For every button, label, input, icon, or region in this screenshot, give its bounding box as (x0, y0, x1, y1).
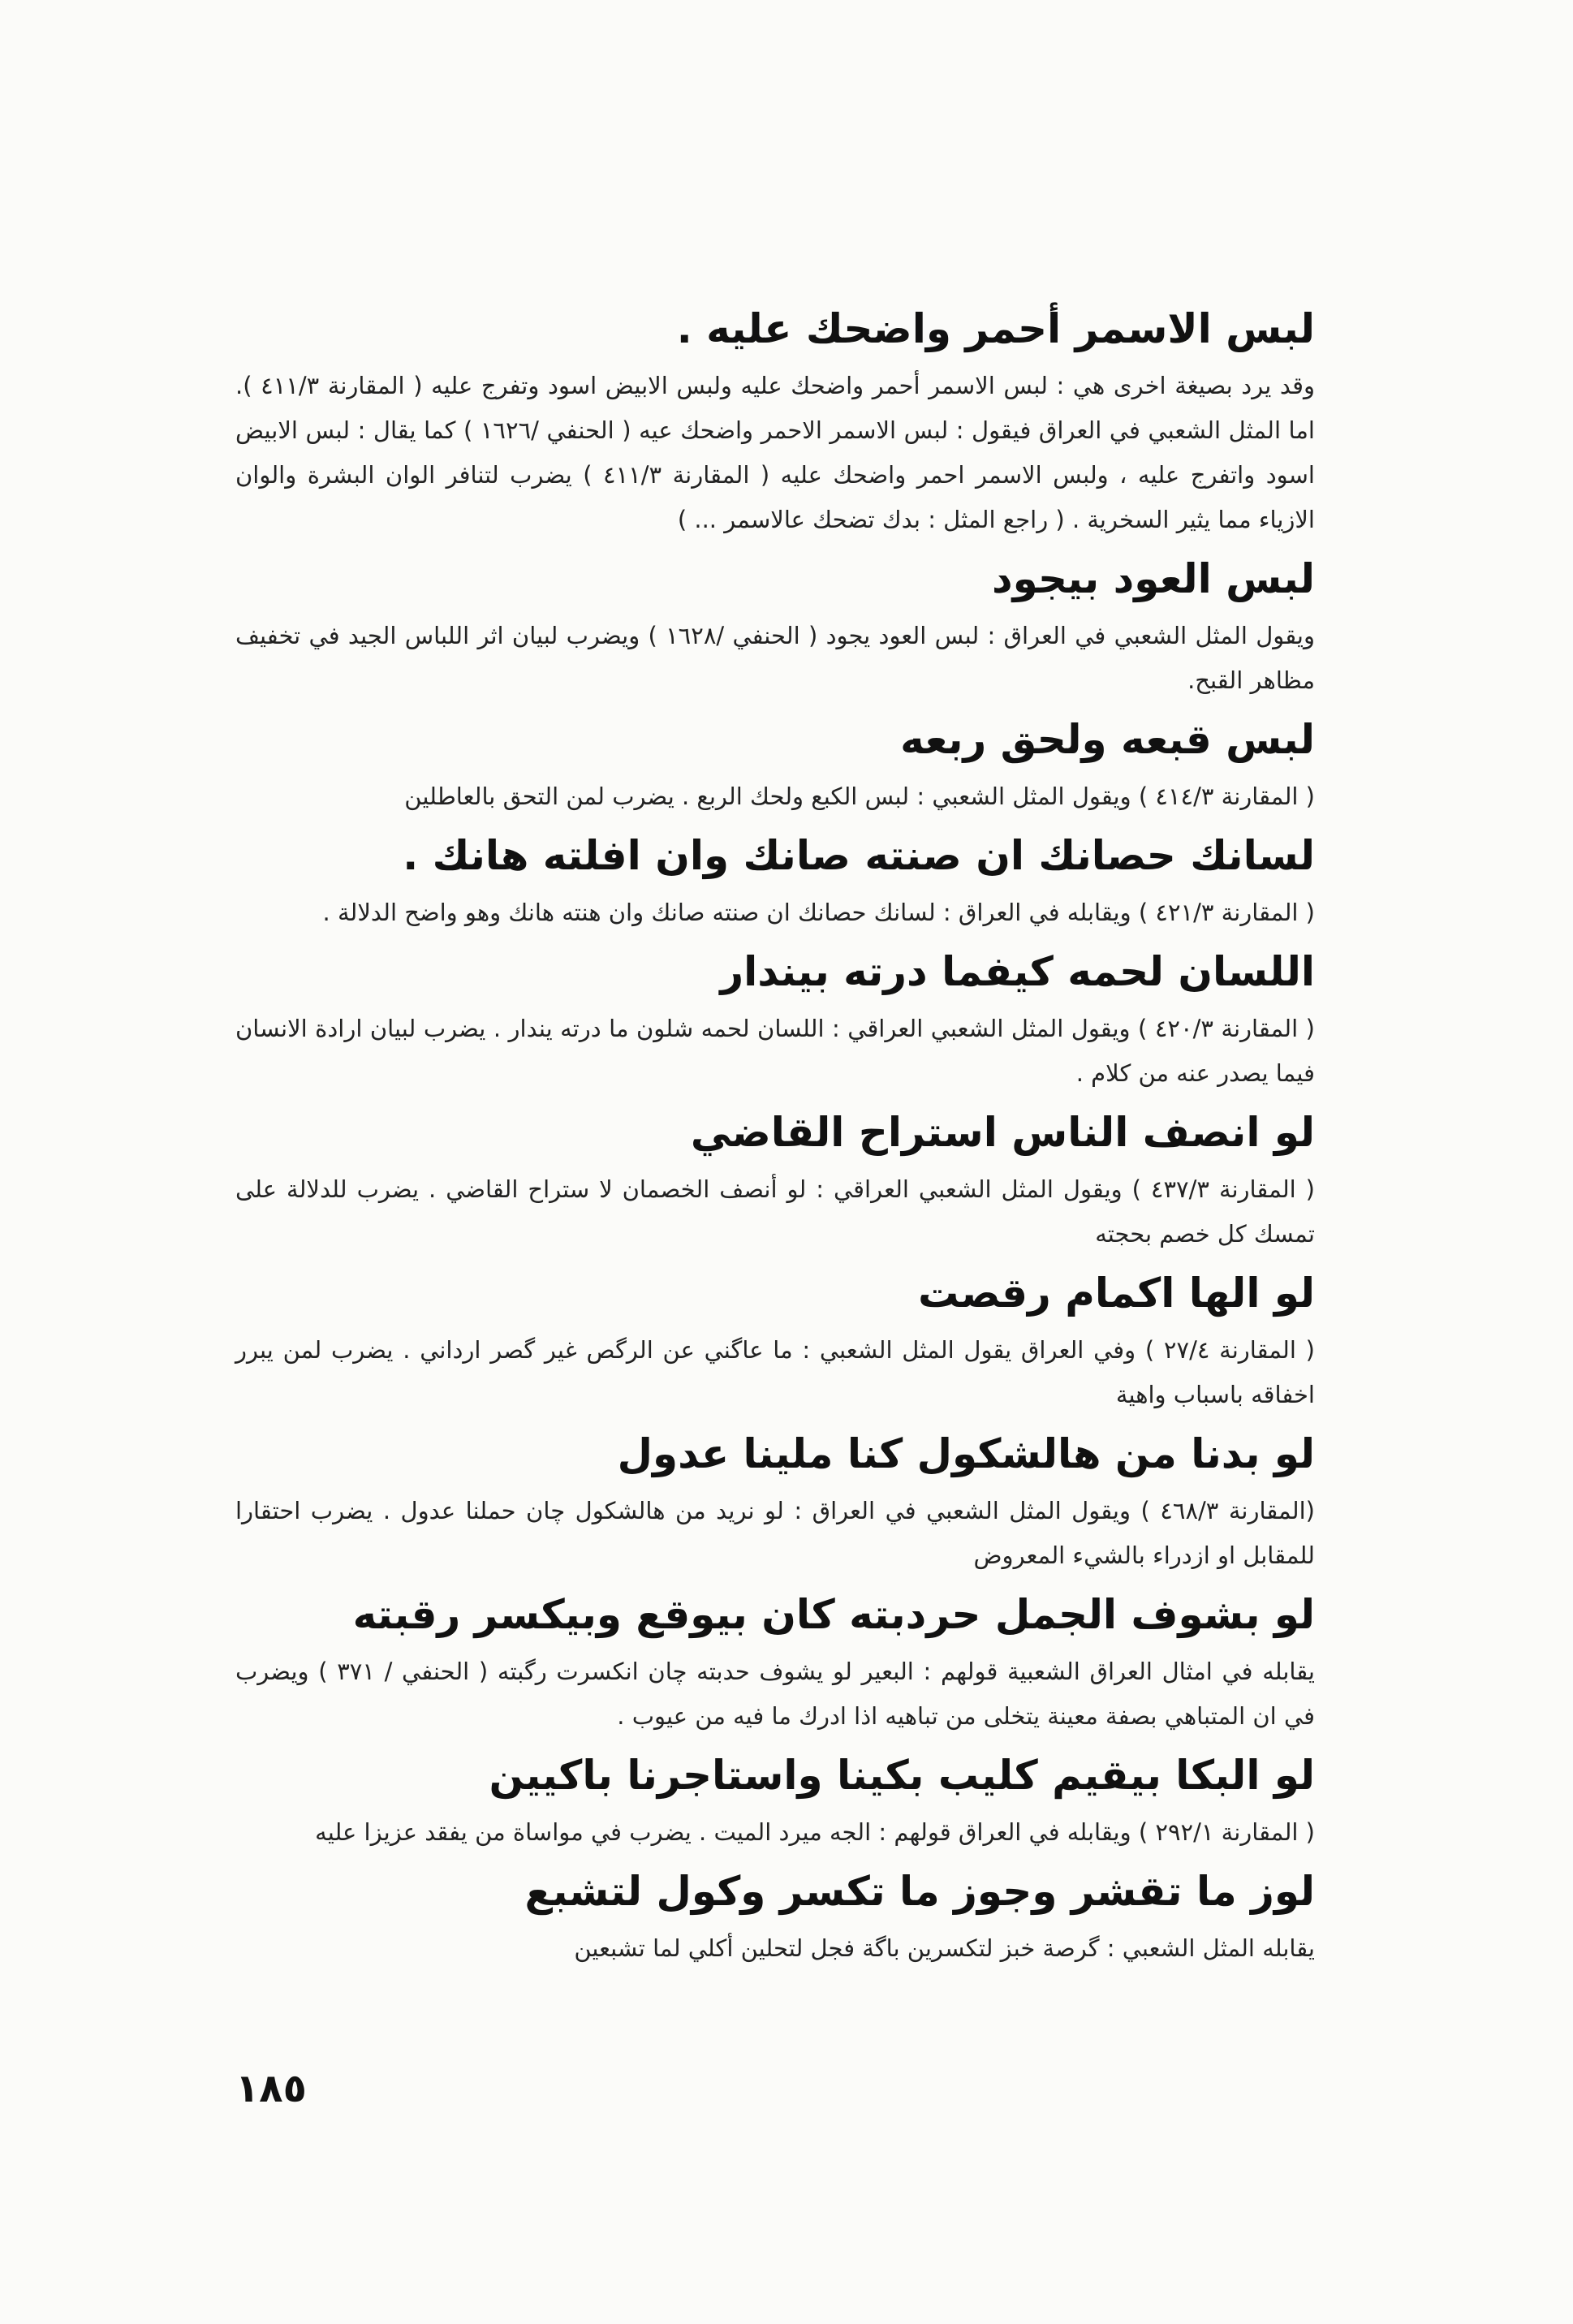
entry-11 (235, 1863, 1315, 1971)
entry-heading: لبس قبعه ولحق ربعه (900, 716, 1315, 763)
entry-body: ويقول المثل الشعبي في العراق : لبس العود يجود ( الحنفي /١٦٢٨ ) ويضرب لبيان اثر اللباس الجيد في تخفيف مظاهر القبح. (235, 622, 1315, 694)
entry-body: ( المقارنة ٤٣٧/٣ ) ويقول المثل الشعبي العراقي : لو أنصف الخصمان لا ستراح القاضي . يضرب للدلالة على تمسك كل خصم بحجته (235, 1175, 1315, 1248)
entry-heading: لبس الاسمر أحمر واضحك عليه . (676, 305, 1315, 352)
entry-body: ( المقارنة ٢٧/٤ ) وفي العراق يقول المثل الشعبي : ما عاگني عن الرگص غير گصر ارداني . يضرب لمن يبرر اخفاقه باسباب واهية (235, 1336, 1315, 1408)
page-content (235, 292, 1315, 1976)
entry-heading: لبس العود بيجود (991, 555, 1315, 602)
entry-heading: لو بدنا من هالشكول كنا ملينا عدول (617, 1430, 1315, 1477)
entry-4 (235, 827, 1315, 935)
entry-heading: لو الها اكمام رقصت (918, 1270, 1315, 1317)
entry-body: ( المقارنة ٢٩٢/١ ) ويقابله في العراق قولهم : الجه ميرد الميت . يضرب في مواساة من يفقد عزيزا عليه (315, 1818, 1315, 1846)
entry-body: ( المقارنة ٤٢١/٣ ) ويقابله في العراق : لسانك حصانك ان صنته صانك وان هنته هانك وهو واضح الدلالة . (322, 899, 1315, 926)
entry-body: وقد يرد بصيغة اخرى هي : لبس الاسمر أحمر واضحك عليه ولبس الابيض اسود وتفرج عليه ( المقارنة ٤١١/٣ ). اما المثل الشعبي في العراق فيقول : لبس الاسمر الاحمر واضحك عيه ( الحنفي /١٦٢٦ ) كما يقال : لبس الابيض اسود واتفرج عليه ، ولبس الاسمر احمر واضحك عليه ( المقارنة ٤١١/٣ ) يضرب لتنافر الوان البشرة والوان الازياء مما يثير السخرية . ( راجع المثل : بدك تضحك عالاسمر ... ) (235, 372, 1315, 533)
entry-10 (235, 1747, 1315, 1855)
entry-heading: لسانك حصانك ان صنته صانك وان افلته هانك . (403, 832, 1315, 879)
entry-heading: لو البكا بيقيم كليب بكينا واستاجرنا باكيين (489, 1752, 1315, 1799)
entry-body: ( المقارنة ٤١٤/٣ ) ويقول المثل الشعبي : لبس الكبع ولحك الربع . يضرب لمن التحق بالعاطلين (404, 783, 1315, 810)
entry-body: يقابله في امثال العراق الشعبية قولهم : البعير لو يشوف حدبته چان انكسرت رگبته ( الحنفي / ٣٧١ ) ويضرب في ان المتباهي بصفة معينة يتخلى من تباهيه اذا ادرك ما فيه من عيوب . (235, 1658, 1315, 1730)
page-number: ١٨٥ (235, 2066, 307, 2111)
entry-heading: اللسان لحمه كيفما درته بيندار (720, 948, 1315, 995)
entry-heading: لوز ما تقشر وجوز ما تكسر وكول لتشبع (524, 1868, 1315, 1915)
entry-7 (235, 1265, 1315, 1417)
entry-2 (235, 550, 1315, 703)
entry-3 (235, 711, 1315, 819)
entry-1 (235, 300, 1315, 542)
entry-8 (235, 1425, 1315, 1578)
entry-heading: لو بشوف الجمل حردبته كان بيوقع وبيكسر رقبته (352, 1591, 1315, 1638)
entry-heading: لو انصف الناس استراح القاضي (690, 1109, 1315, 1156)
entry-body: يقابله المثل الشعبي : گرصة خبز لتكسرين باگة فجل لتحلين أكلي لما تشبعين (574, 1934, 1315, 1962)
entry-9 (235, 1586, 1315, 1739)
entry-body: (المقارنة ٤٦٨/٣ ) ويقول المثل الشعبي في العراق : لو نريد من هالشكول چان حملنا عدول . يضرب احتقارا للمقابل او ازدراء بالشيء المعروض (235, 1497, 1315, 1569)
entry-body: ( المقارنة ٤٢٠/٣ ) ويقول المثل الشعبي العراقي : اللسان لحمه شلون ما درته يندار . يضرب لبيان ارادة الانسان فيما يصدر عنه من كلام . (235, 1015, 1315, 1087)
entry-5 (235, 943, 1315, 1096)
entry-6 (235, 1104, 1315, 1257)
